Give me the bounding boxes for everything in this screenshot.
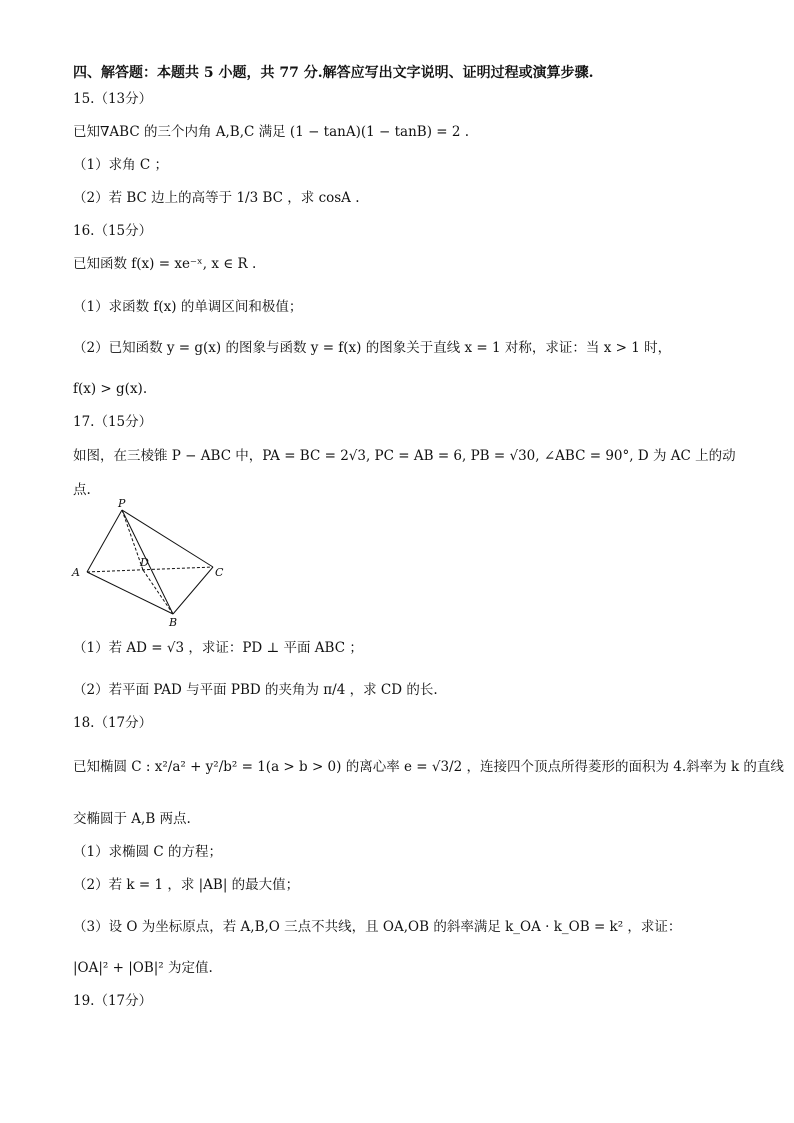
label-p: P	[118, 497, 126, 510]
question-17-number: 17.（15分）	[73, 414, 153, 430]
question-17-stem-line-1: 如图，在三棱锥 P − ABC 中，PA = BC = 2√3, PC = AB = 6, PB = √30, ∠ABC = 90°, D 为 AC 上的动	[73, 448, 736, 464]
question-18-stem-line-2: 交椭圆于 A,B 两点.	[73, 811, 191, 827]
question-16-number: 16.（15分）	[73, 223, 153, 239]
question-16-stem: 已知函数 f(x) = xe⁻ˣ, x ∈ R .	[73, 256, 257, 272]
label-b: B	[169, 616, 178, 628]
question-15-number: 15.（13分）	[73, 91, 153, 107]
question-16-part-1: （1）求函数 f(x) 的单调区间和极值；	[73, 299, 303, 315]
question-18-part-2: （2）若 k = 1 ，求 |AB| 的最大值；	[73, 877, 300, 893]
label-c: C	[215, 566, 224, 579]
edge-bc	[173, 567, 213, 614]
question-18-part-3-line-2: |OA|² + |OB|² 为定值.	[73, 960, 213, 976]
question-15-part-2: （2）若 BC 边上的高等于 1/3 BC ，求 cosA .	[73, 190, 360, 206]
tetrahedron-figure	[66, 496, 236, 628]
label-a: A	[72, 566, 80, 579]
question-16-part-2-line-1: （2）已知函数 y = g(x) 的图象与函数 y = f(x) 的图象关于直线 x = 1 对称，求证：当 x > 1 时，	[73, 340, 672, 356]
question-16-part-2-line-2: f(x) > g(x).	[73, 381, 148, 397]
question-17-part-2: （2）若平面 PAD 与平面 PBD 的夹角为 π/4 ，求 CD 的长.	[73, 682, 438, 698]
edge-pa	[87, 510, 122, 572]
question-18-stem-line-1: 已知椭圆 C : x²/a² + y²/b² = 1(a > b > 0) 的离心率 e = √3/2 ，连接四个顶点所得菱形的面积为 4.斜率为 k 的直线	[73, 759, 784, 775]
question-17-part-1: （1）若 AD = √3 ，求证：PD ⊥ 平面 ABC ；	[73, 640, 363, 656]
question-18-number: 18.（17分）	[73, 715, 153, 731]
question-18-part-1: （1）求椭圆 C 的方程；	[73, 844, 223, 860]
label-d: D	[140, 556, 149, 569]
edge-bd-hidden	[143, 570, 173, 614]
question-18-part-3-line-1: （3）设 O 为坐标原点，若 A,B,O 三点不共线，且 OA,OB 的斜率满足 k_OA · k_OB = k² ，求证：	[73, 919, 682, 935]
question-15-stem: 已知∇ABC 的三个内角 A,B,C 满足 (1 − tanA)(1 − tanB) = 2 .	[73, 124, 470, 140]
question-15-part-1: （1）求角 C ；	[73, 157, 169, 173]
section-heading: 四、解答题：本题共 5 小题，共 77 分.解答应写出文字说明、证明过程或演算步骤.	[73, 65, 594, 81]
question-17-stem-line-2: 点.	[73, 482, 91, 498]
question-19-number: 19.（17分）	[73, 993, 153, 1009]
edge-ab	[87, 572, 173, 614]
